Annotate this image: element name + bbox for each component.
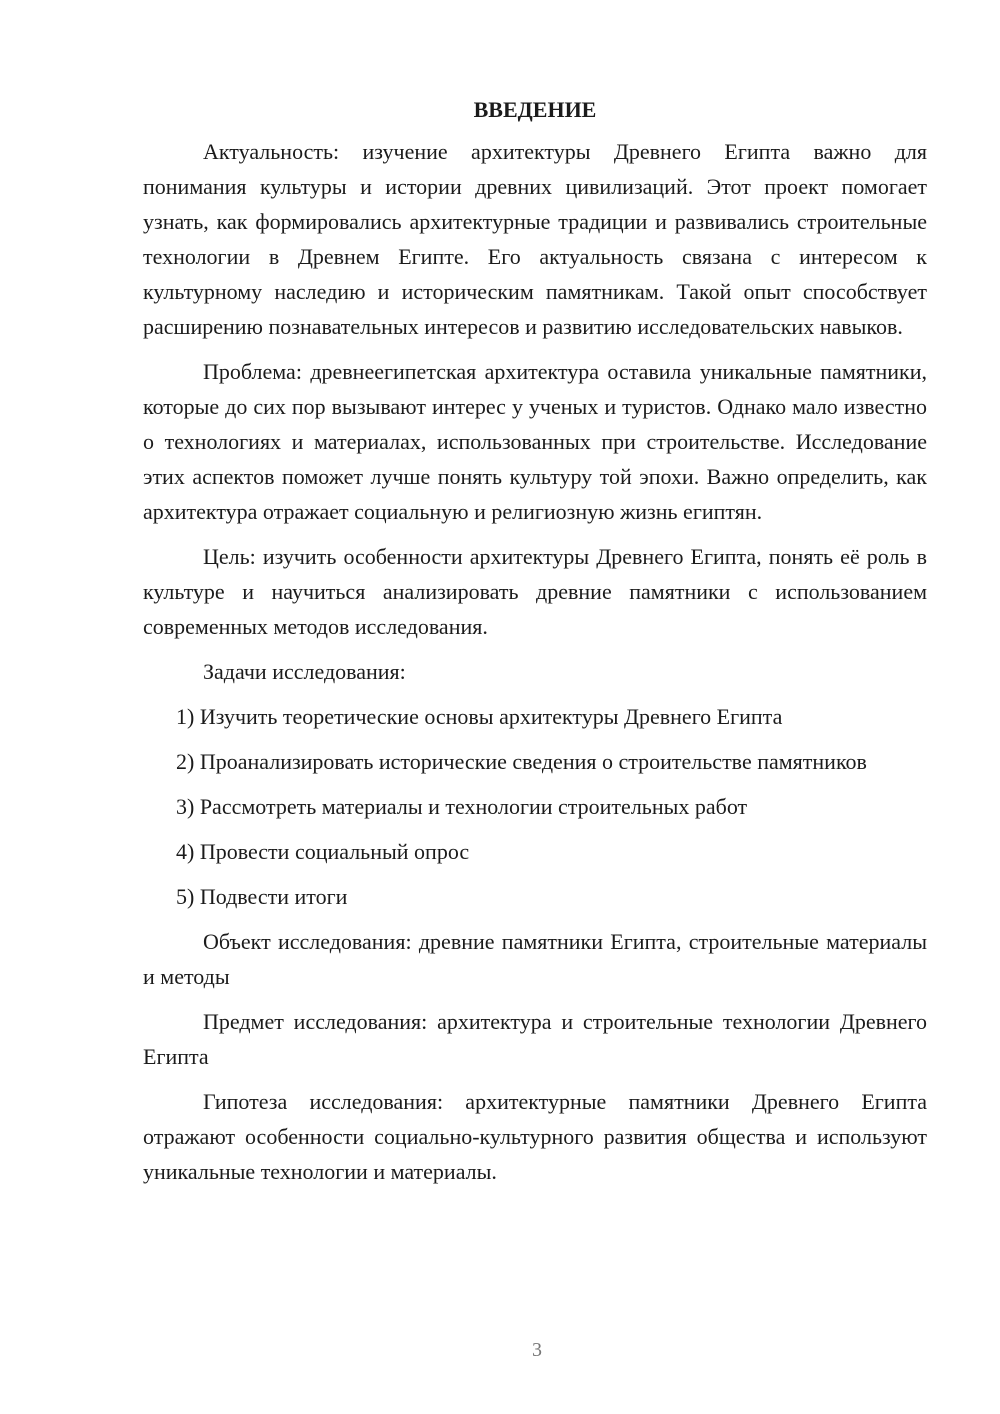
problem-paragraph: Проблема: древнеегипетская архитектура оставила уникальные памятники, которые до сих пор вызывают интерес у ученых и туристов. Однако мало известно о технологиях и материалах, использованных при строительстве. Исследование этих аспектов поможет лучше понять культуру той эпохи. Важно определить, как архитектура отражает социальную и религиозную жизнь египтян. [143,359,927,524]
relevance-paragraph: Актуальность: изучение архитектуры Древнего Египта важно для понимания культуры и истории древних цивилизаций. Этот проект помогает узнать, как формировались архитектурные традиции и развивались строительные технологии в Древнем Египте. Его актуальность связана с интересом к культурному наследию и историческим памятникам. Такой опыт способствует расширению познавательных интересов и развитию исследовательских навыков. [143,139,927,339]
task-item: 3) Рассмотреть материалы и технологии строительных работ [176,794,748,819]
task-item: 4) Провести социальный опрос [176,839,470,864]
page-number: 3 [532,1339,542,1361]
task-item: 2) Проанализировать исторические сведения о строительстве памятников [176,749,867,774]
section-heading: ВВЕДЕНИЕ [473,97,597,122]
tasks-title: Задачи исследования: [203,659,406,684]
goal-paragraph: Цель: изучить особенности архитектуры Древнего Египта, понять её роль в культуре и научиться анализировать древние памятники с использованием современных методов исследования. [143,544,927,639]
object-paragraph: Объект исследования: древние памятники Египта, строительные материалы и методы [143,929,927,989]
subject-paragraph: Предмет исследования: архитектура и строительные технологии Древнего Египта [143,1009,927,1069]
task-item: 5) Подвести итоги [176,884,348,909]
task-item: 1) Изучить теоретические основы архитектуры Древнего Египта [176,704,783,729]
hypothesis-paragraph: Гипотеза исследования: архитектурные памятники Древнего Египта отражают особенности социально-культурного развития общества и используют уникальные технологии и материалы. [143,1089,927,1184]
